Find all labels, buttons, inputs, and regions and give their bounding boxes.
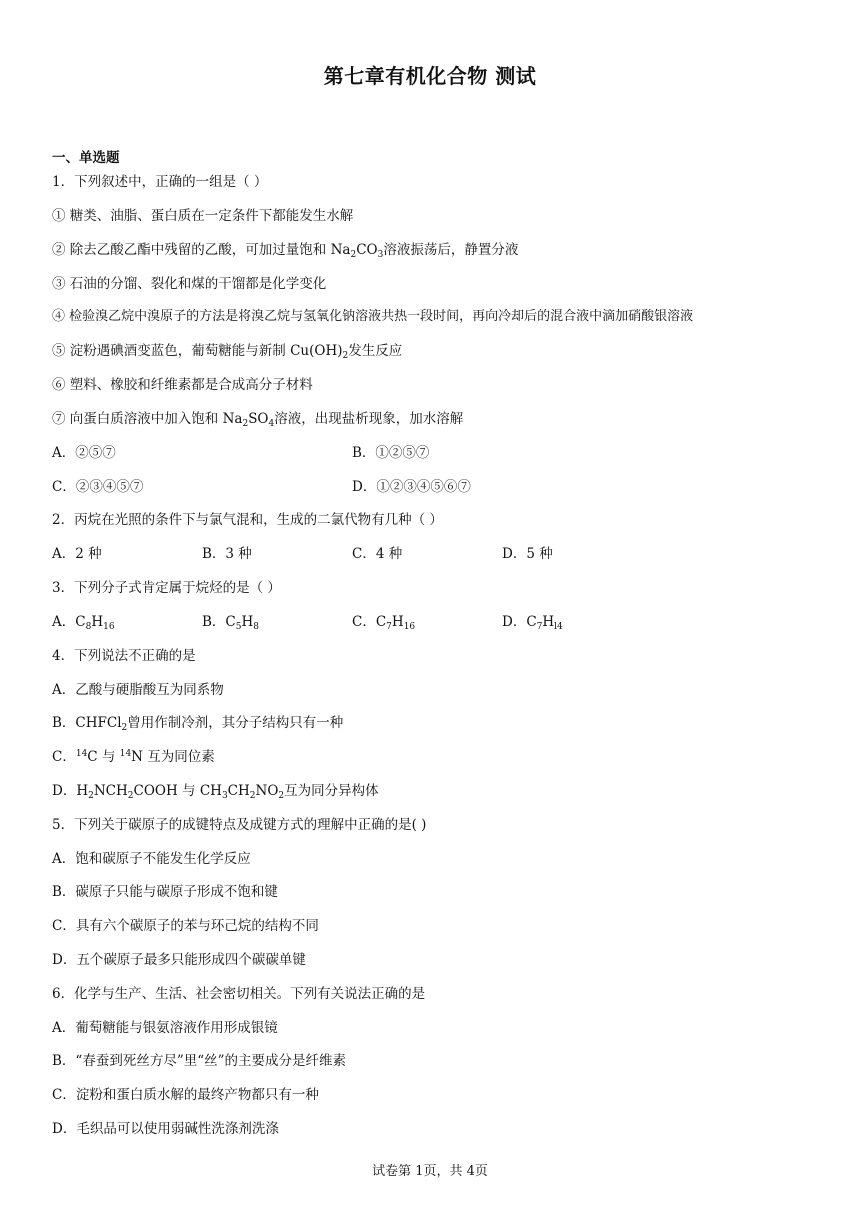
question-1-stem: 1．下列叙述中，正确的一组是（ ） (52, 174, 268, 190)
q3-option-b: B．$C_5H_8$ (202, 614, 259, 632)
question-3-stem: 3．下列分子式肯定属于烷烃的是（ ） (52, 580, 281, 596)
q6-option-c: C．淀粉和蛋白质水解的最终产物都只有一种 (52, 1087, 319, 1103)
q1-statement-3: ③ 石油的分馏、裂化和煤的干馏都是化学变化 (52, 276, 327, 292)
page-title: 第七章有机化合物 测试 (323, 64, 537, 88)
q1-option-d: D．①②③④⑤⑥⑦ (352, 479, 471, 495)
q3-option-d: D．$C_7H_{l4}$ (502, 614, 563, 632)
q4-option-c: C．$^{14}$C 与 $^{14}$N 互为同位素 (52, 749, 215, 765)
q6-option-a: A．葡萄糖能与银氨溶液作用形成银镜 (52, 1020, 278, 1036)
question-4-stem: 4．下列说法不正确的是 (52, 648, 196, 664)
q1-statement-2: ② 除去乙酸乙酯中残留的乙酸，可加过量饱和 $Na_2CO_3$溶液振荡后，静置分液 (52, 242, 519, 260)
q1-option-c: C．②③④⑤⑦ (52, 479, 144, 495)
q1-statement-1: ① 糖类、油脂、蛋白质在一定条件下都能发生水解 (52, 208, 354, 224)
question-5-stem: 5．下列关于碳原子的成键特点及成键方式的理解中正确的是( ) (52, 817, 427, 833)
q3-option-c: C．$C_7H_{16}$ (352, 614, 416, 632)
q1-option-b: B．①②⑤⑦ (352, 445, 430, 461)
q3-option-a: A．$C_8H_{16}$ (52, 614, 115, 632)
q2-option-c: C．4 种 (352, 546, 403, 562)
q4-option-a: A．乙酸与硬脂酸互为同系物 (52, 682, 224, 698)
q4-option-b: B．CHFCl$_2$曾用作制冷剂，其分子结构只有一种 (52, 715, 344, 733)
question-6-stem: 6．化学与生产、生活、社会密切相关。下列有关说法正确的是 (52, 986, 426, 1002)
section-heading: 一、单选题 (52, 150, 120, 166)
q1-statement-5: ⑤ 淀粉遇碘酒变蓝色，葡萄糖能与新制 $Cu(OH)_2$发生反应 (52, 343, 403, 361)
q1-statement-6: ⑥ 塑料、橡胶和纤维素都是合成高分子材料 (52, 377, 313, 393)
q1-statement-7: ⑦ 向蛋白质溶液中加入饱和 $Na_2SO_4$溶液，出现盐析现象，加水溶解 (52, 411, 464, 429)
q6-option-b: B．“春蚕到死丝方尽”里“丝”的主要成分是纤维素 (52, 1053, 347, 1069)
q2-option-d: D．5 种 (502, 546, 553, 562)
q2-option-a: A．2 种 (52, 546, 102, 562)
q6-option-d: D．毛织品可以使用弱碱性洗涤剂洗涤 (52, 1121, 279, 1137)
q1-option-a: A．②⑤⑦ (52, 445, 116, 461)
question-2-stem: 2．丙烷在光照的条件下与氯气混和，生成的二氯代物有几种（ ） (52, 512, 443, 528)
q4-option-d: D．$H_2NCH_2COOH$ 与 $CH_3CH_2NO_2$互为同分异构体 (52, 783, 379, 801)
q1-statement-4: ④ 检验溴乙烷中溴原子的方法是将溴乙烷与氢氧化钠溶液共热一段时间，再向冷却后的混合液中滴加硝酸银溶液 (52, 309, 694, 324)
q5-option-b: B．碳原子只能与碳原子形成不饱和键 (52, 884, 278, 900)
q5-option-c: C．具有六个碳原子的苯与环己烷的结构不同 (52, 918, 319, 934)
q2-option-b: B．3 种 (202, 546, 252, 562)
q5-option-a: A．饱和碳原子不能发生化学反应 (52, 851, 251, 867)
page-footer: 试卷第 1页，共 4页 (372, 1164, 488, 1179)
q5-option-d: D．五个碳原子最多只能形成四个碳碳单键 (52, 952, 306, 968)
